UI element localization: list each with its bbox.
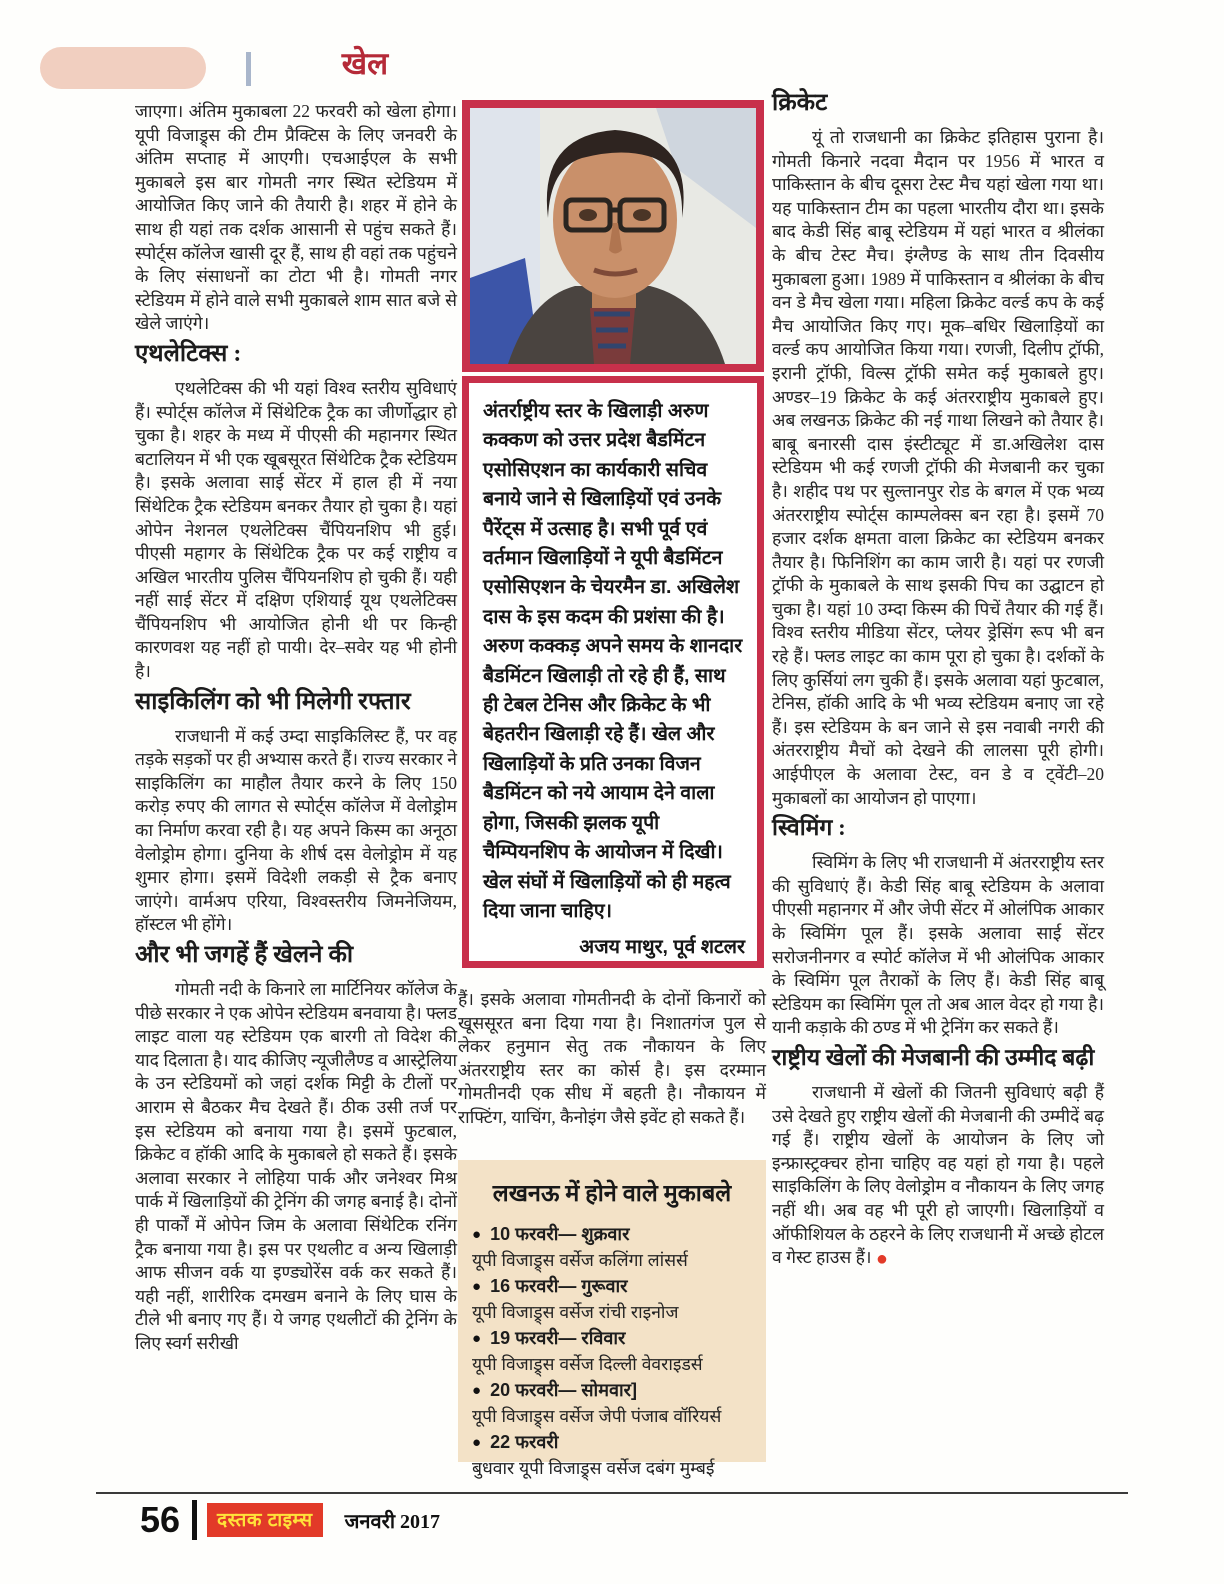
column-right [772, 88, 1104, 1270]
paragraph-cycling: राजधानी में कई उम्दा साइकिलिस्ट हैं, पर वह तड़के सड़कों पर ही अभ्यास करते हैं। राज्य सरकार ने साइकिलिंग का माहौल तैयार करने के लिए 150 करोड़ रुपए की लागत से स्पोर्ट्स कॉलेज में वेलोड्रोम का निर्माण करवा रही है। यह अपने किस्म का अनूठा वेलोड्रोम होगा। दुनिया के शीर्ष दस वेलोड्रोम में यह शुमार होगा। इसमें विदेशी लकड़ी से ट्रैक बनाए जाएंगे। वार्मअप एरिया, विश्वस्तरीय जिमनेजियम, हॉस्टल भी होंगे। [135, 725, 457, 935]
pull-quote-text: अंतर्राष्ट्रीय स्तर के खिलाड़ी अरुण कक्कण को उत्तर प्रदेश बैडमिंटन एसोसिएशन का कार्यकारी सचिव बनाये जाने से खिलाड़ियों एवं उनके पैरेंट्स में उत्साह है। सभी पूर्व एवं वर्तमान खिलाड़ियों ने यूपी बैडमिंटन एसोसिएशन के चेयरमैन डा. अखिलेश दास के इस कदम की प्रशंसा की है। अरुण कक्कड़ अपने समय के शानदार बैडमिंटन खिलाड़ी तो रहे ही हैं, साथ ही टेबल टेनिस और क्रिकेट के भी बेहतरीन खिलाड़ी रहे हैं। खेल और खिलाड़ियों के प्रति उनका विजन बैडमिंटन को नये आयाम देने वाला होगा, जिसकी झलक यूपी चैम्पियनशिप के आयोजन में दिखी। खेल संघों में खिलाड़ियों को ही महत्व दिया जाना चाहिए। [483, 400, 743, 922]
bullet-icon: ● [472, 1330, 482, 1347]
fixtures-list [472, 1222, 752, 1480]
paragraph-athletics: एथलेटिक्स की भी यहां विश्व स्तरीय सुविधाएं हैं। स्पोर्ट्स कॉलेज में सिंथेटिक ट्रैक का जीर्णोद्धार हो चुका है। शहर के मध्य में पीएसी की महानगर स्थित बटालियन में भी एक खूबसूरत सिंथेटिक ट्रैक स्टेडियम है। इसके अलावा साई सेंटर में हाल ही में नया सिंथेटिक ट्रैक स्टेडियम बनकर तैयार हो चुका है। यहां ओपेन नेशनल एथलेटिक्स चैंपियनशिप भी हुई। पीएसी महागर के सिंथेटिक ट्रैक पर कई राष्ट्रीय व अखिल भारतीय पुलिस चैंपियनशिप हो चुकी हैं। यही नहीं साई सेंटर में दक्षिण एशियाई यूथ एथलेटिक्स चैंपियनशिप भी आयोजित होनी थी पर किन्ही कारणवश यह नहीं हो पायी। देर–सवेर यह भी होनी है। [135, 377, 457, 682]
end-marker-dot: ● [875, 1248, 888, 1271]
page-number: 56 [140, 1499, 181, 1540]
fixture-match: यूपी विजाड्र्स वर्सेज दिल्ली वेवराइडर्स [472, 1354, 703, 1374]
fixture-item [472, 1430, 752, 1480]
bullet-icon: ● [472, 1382, 482, 1399]
portrait-photo [470, 108, 756, 364]
column-left [135, 100, 457, 1356]
fixture-item [472, 1378, 752, 1428]
heading-cricket: क्रिकेट [772, 90, 828, 116]
fixture-item [472, 1326, 752, 1376]
paragraph-national-text: राजधानी में खेलों की जितनी सुविधाएं बढ़ी हैं उसे देखते हुए राष्ट्रीय खेलों की मेजबानी की उम्मीदें बढ़ गई हैं। राष्ट्रीय खेलों के आयोजन के लिए जो इन्फ्रास्ट्रक्चर होना चाहिए वह यहां हो गया है। पहले साइकिलिंग के लिए वेलोड्रोम व नौकायन के लिए जगह नहीं थी। अब वह भी पूरी हो जाएगी। खिलाड़ियों व ऑफीशियल के ठहरने के लिए राजधानी में अच्छे होटल व गेस्ट हाउस हैं। [772, 1081, 1104, 1268]
heading-swimming: स्विमिंग : [772, 815, 846, 841]
paragraph-national-games [772, 1081, 1104, 1270]
fixtures-title: लखनऊ में होने वाले मुकाबले [492, 1181, 732, 1207]
heading-cycling: साइकिलिंग को भी मिलेगी रफ्तार [135, 688, 411, 715]
paragraph-river-text: हैं। इसके अलावा गोमतीनदी के दोनों किनारों को खूससूरत बना दिया गया है। निशातगंज पुल से लेकर हनुमान सेतु तक नौकायन के लिए अंतरराष्ट्रीय स्तर का कोर्स है। इस दरम्मान गोमतीनदी एक सीध में बहती है। नौकायन में राफ्टिंग, याचिंग, कैनोइंग जैसे इवेंट हो सकते हैं। [458, 989, 766, 1127]
heading-more-places: और भी जगहें हैं खेलने की [135, 942, 354, 968]
paragraph-hil-continuation: जाएगा। अंतिम मुकाबला 22 फरवरी को खेला होगा। यूपी विजाड्र्स की टीम प्रैक्टिस के लिए जनवरी के अंतिम सप्ताह में आएगी। एचआईएल के सभी मुकाबले इस बार गोमती नगर स्थित स्टेडियम में आयोजित किए जाने की तैयारी है। शहर में होने के साथ ही यहां तक दर्शक आसानी से पहुंच सकते हैं। स्पोर्ट्स कॉलेज खासी दूर हैं, साथ ही वहां तक पहुंचने के लिए संसाधनों का टोटा भी है। गोमती नगर स्टेडियम में होने वाले सभी मुकाबले शाम सात बजे से खेले जाएंगे। [135, 101, 457, 334]
paragraph-river [458, 988, 766, 1130]
publication-logo: दस्तक टाइम्स [207, 1503, 323, 1537]
fixture-date: 19 फरवरी— रविवार [490, 1328, 626, 1348]
pull-quote-attribution: अजय माथुर, पूर्व शटलर [579, 936, 745, 959]
fixture-match: यूपी विजाड्र्स वर्सेज रांची राइनोज [472, 1302, 679, 1322]
heading-athletics: एथलेटिक्स : [135, 340, 242, 367]
fixture-match: यूपी विजाड्र्स वर्सेज कलिंगा लांसर्स [472, 1250, 688, 1270]
fixture-match: यूपी विजाड्र्स वर्सेज जेपी पंजाब वॉरियर्स [472, 1406, 722, 1426]
fixture-date: 10 फरवरी— शुक्रवार [490, 1224, 630, 1244]
portrait-photo-frame [462, 100, 764, 372]
fixture-date: 16 फरवरी— गुरूवार [490, 1276, 628, 1296]
bullet-icon: ● [472, 1226, 482, 1243]
bullet-icon: ● [472, 1434, 482, 1451]
bullet-icon: ● [472, 1278, 482, 1295]
fixture-match: बुधवार यूपी विजाड्र्स वर्सेज दबंग मुम्बई [472, 1458, 715, 1478]
masthead-logo-placeholder [40, 47, 206, 89]
paragraph-cricket: यूं तो राजधानी का क्रिकेट इतिहास पुराना है। गोमती किनारे नदवा मैदान पर 1956 में भारत व पाकिस्तान के बीच दूसरा टेस्ट मैच यहां खेला गया था। यह पाकिस्तान टीम का पहला भारतीय दौरा था। इसके बाद केडी सिंह बाबू स्टेडियम में यहां भारत व श्रीलंका के बीच टेस्ट मैच। इंग्लैण्ड के साथ तीन दिवसीय मुकाबला हुआ। 1989 में पाकिस्तान व श्रीलंका के बीच वन डे मैच खेला गया। महिला क्रिकेट वर्ल्ड कप के कई मैच आयोजित किए गए। मूक–बधिर खिलाड़ियों का वर्ल्ड कप आयोजित किया गया। रणजी, दिलीप ट्रॉफी, इरानी ट्रॉफी, विल्स ट्रॉफी समेत कई मुकाबले हुए। अण्डर–19 क्रिकेट के कई अंतरराष्ट्रीय मुकाबले हुए। अब लखनऊ क्रिकेट की नई गाथा लिखने को तैयार है। बाबू बनारसी दास इंस्टीट्यूट में डा.अखिलेश दास स्टेडियम भी कई रणजी ट्रॉफी की मेजबानी कर चुका है। शहीद पथ पर सुल्तानपुर रोड के बगल में एक भव्य अंतरराष्ट्रीय स्पोर्ट्स काम्पलेक्स बन रहा है। इसमें 70 हजार दर्शक क्षमता वाला क्रिकेट का स्टेडियम बनकर तैयार है। फिनिशिंग का काम जारी है। यहां पर रणजी ट्रॉफी के मुकाबले के साथ इसकी पिच का उद्घाटन हो चुका है। यहां 10 उम्दा किस्म की पिचें तैयार की गई हैं। विश्व स्तरीय मीडिया सेंटर, प्लेयर ड्रेसिंग रूप भी बन रहे हैं। फ्लड लाइट का काम पूरा हो चुका है। दर्शकों के लिए कुर्सियां लग चुकी हैं। इसके अलावा यहां फुटबाल, टेनिस, हॉकी आदि के भी भव्य स्टेडियम बनाए जा रहे हैं। इस स्टेडियम के बन जाने से इस नवाबी नगरी की अंतरराष्ट्रीय मैचों को देखने की लालसा पूरी होगी। आईपीएल के अलावा टेस्ट, वन डे व ट्वेंटी–20 मुकाबलों का आयोजन हो पाएगा। [772, 127, 1104, 808]
fixture-date: 20 फरवरी— सोमवार] [490, 1380, 637, 1400]
fixture-item [472, 1274, 752, 1324]
issue-date: जनवरी 2017 [344, 1510, 440, 1533]
footer-divider-bar [192, 1500, 197, 1540]
paragraph-more-places: गोमती नदी के किनारे ला मार्टिनियर कॉलेज के पीछे सरकार ने एक ओपेन स्टेडियम बनवाया है। फ्लड लाइट वाला यह स्टेडियम एक बारगी तो विदेश की याद दिलाता है। याद कीजिए न्यूजीलैण्ड व आस्ट्रेलिया के उन स्टेडियमों को जहां दर्शक मिट्टी के टीलों पर आराम से बैठकर मैच देखते हैं। ठीक उसी तर्ज पर इस स्टेडियम को बनाया गया है। इसमें फुटबाल, क्रिकेट व हॉकी आदि के मुकाबले हो सकते हैं। इसके अलावा सरकार ने लोहिया पार्क और जनेश्वर मिश्र पार्क में खिलाड़ियों की ट्रेनिंग की जगह बनाई है। दोनों ही पार्कों में ओपेन जिम के अलावा सिंथेटिक रनिंग ट्रैक बनाया गया है। इस पर एथलीट व अन्य खिलाड़ी आफ सीजन वर्क या इण्ड्योरेंस वर्क कर सकते हैं। यही नहीं, शारीरिक दमखम बनाने के लिए घास के टीले भी बनाए गए हैं। ये जगह एथलीटों की ट्रेनिंग के लिए स्वर्ग सरीखी [135, 979, 457, 1353]
footer [140, 1498, 440, 1542]
section-title: खेल [341, 46, 389, 81]
pull-quote-box [462, 376, 764, 968]
paragraph-swimming: स्विमिंग के लिए भी राजधानी में अंतरराष्ट्रीय स्तर की सुविधाएं हैं। केडी सिंह बाबू स्टेडियम के अलावा पीएसी महानगर में और जेपी सेंटर में ओलंपिक आकार के स्विमिंग पूल हैं। इसके अलावा साई सेंटर सरोजनीनगर व स्पोर्ट कॉलेज में भी ओलंपिक आकार के स्विमिंग पूल तैराकों के लिए हैं। केडी सिंह बाबू स्टेडियम का स्विमिंग पूल तो अब आल वेदर हो गया है। यानी कड़ाके की ठण्ड में भी ट्रेनिंग कर सकते हैं। [772, 852, 1104, 1038]
fixture-date: 22 फरवरी [490, 1432, 559, 1452]
footer-rule [96, 1492, 1128, 1494]
header-divider-bar [246, 52, 251, 86]
heading-national-games: राष्ट्रीय खेलों की मेजबानी की उम्मीद बढ़ी [772, 1044, 1095, 1070]
fixture-item [472, 1222, 752, 1272]
fixtures-box [458, 1160, 766, 1478]
